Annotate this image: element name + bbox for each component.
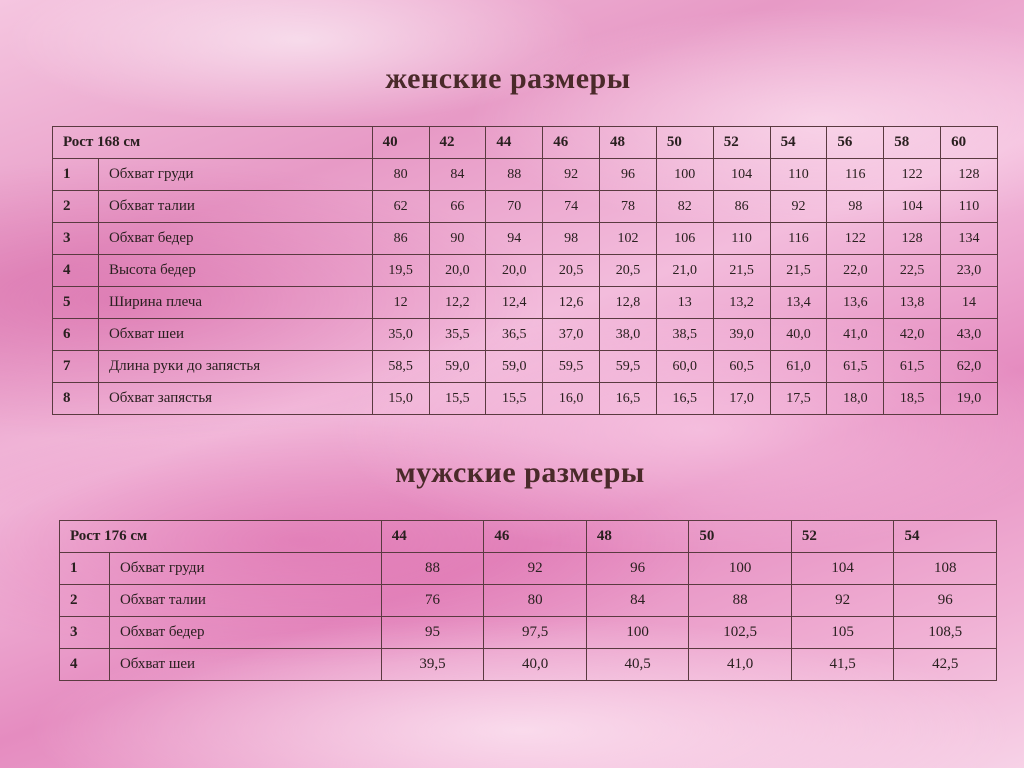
size-header: 54: [894, 521, 997, 553]
measurement-value: 42,0: [884, 319, 941, 351]
measurement-value: 74: [543, 191, 600, 223]
measurement-value: 94: [486, 223, 543, 255]
measurement-value: 76: [381, 585, 484, 617]
size-header: 52: [791, 521, 894, 553]
size-header: 50: [689, 521, 792, 553]
measurement-name: Обхват бедер: [109, 617, 381, 649]
measurement-value: 15,0: [372, 383, 429, 415]
table-row: [60, 617, 997, 649]
measurement-value: 19,0: [941, 383, 998, 415]
measurement-name: Обхват шеи: [98, 319, 372, 351]
measurement-value: 92: [484, 553, 587, 585]
measurement-value: 90: [429, 223, 486, 255]
measurement-value: 12,4: [486, 287, 543, 319]
measurement-value: 100: [656, 159, 713, 191]
size-header: 46: [543, 127, 600, 159]
measurement-value: 128: [941, 159, 998, 191]
height-label: Рост 176 см: [60, 521, 382, 553]
size-header: 46: [484, 521, 587, 553]
table-row: [60, 553, 997, 585]
measurement-value: 62: [372, 191, 429, 223]
measurement-value: 16,5: [600, 383, 657, 415]
table-row: [60, 649, 997, 681]
measurement-name: Высота бедер: [98, 255, 372, 287]
measurement-value: 13: [656, 287, 713, 319]
height-label: Рост 168 см: [53, 127, 373, 159]
table-row: [53, 255, 998, 287]
measurement-value: 110: [941, 191, 998, 223]
measurement-value: 122: [827, 223, 884, 255]
measurement-value: 108,5: [894, 617, 997, 649]
size-header: 54: [770, 127, 827, 159]
measurement-value: 104: [884, 191, 941, 223]
measurement-value: 13,4: [770, 287, 827, 319]
measurement-value: 12,8: [600, 287, 657, 319]
measurement-value: 40,0: [770, 319, 827, 351]
measurement-value: 12: [372, 287, 429, 319]
size-header: 44: [486, 127, 543, 159]
measurement-name: Обхват груди: [98, 159, 372, 191]
measurement-value: 39,5: [381, 649, 484, 681]
measurement-value: 14: [941, 287, 998, 319]
row-number: 3: [60, 617, 110, 649]
measurement-value: 16,0: [543, 383, 600, 415]
measurement-value: 35,5: [429, 319, 486, 351]
table-row: [60, 585, 997, 617]
measurement-value: 134: [941, 223, 998, 255]
measurement-value: 18,5: [884, 383, 941, 415]
measurement-value: 88: [381, 553, 484, 585]
measurement-value: 18,0: [827, 383, 884, 415]
measurement-value: 61,0: [770, 351, 827, 383]
measurement-value: 22,5: [884, 255, 941, 287]
measurement-value: 80: [372, 159, 429, 191]
measurement-name: Обхват запястья: [98, 383, 372, 415]
measurement-value: 60,0: [656, 351, 713, 383]
measurement-value: 12,2: [429, 287, 486, 319]
measurement-value: 20,0: [429, 255, 486, 287]
measurement-value: 38,5: [656, 319, 713, 351]
measurement-value: 17,0: [713, 383, 770, 415]
measurement-value: 110: [770, 159, 827, 191]
measurement-value: 92: [770, 191, 827, 223]
measurement-name: Обхват талии: [109, 585, 381, 617]
measurement-value: 106: [656, 223, 713, 255]
measurement-value: 108: [894, 553, 997, 585]
measurement-value: 41,0: [689, 649, 792, 681]
men-size-table: [59, 520, 997, 681]
measurement-value: 41,0: [827, 319, 884, 351]
women-size-table: [52, 126, 998, 415]
measurement-value: 100: [586, 617, 689, 649]
measurement-value: 86: [713, 191, 770, 223]
measurement-value: 88: [689, 585, 792, 617]
measurement-value: 80: [484, 585, 587, 617]
measurement-value: 13,2: [713, 287, 770, 319]
table-row: [53, 383, 998, 415]
measurement-value: 39,0: [713, 319, 770, 351]
row-number: 4: [53, 255, 99, 287]
row-number: 1: [53, 159, 99, 191]
measurement-name: Обхват бедер: [98, 223, 372, 255]
measurement-value: 36,5: [486, 319, 543, 351]
women-sizes-title: женские размеры: [385, 62, 631, 95]
table-row: [53, 351, 998, 383]
measurement-value: 38,0: [600, 319, 657, 351]
table-header-row: [60, 521, 997, 553]
measurement-value: 128: [884, 223, 941, 255]
table-row: [53, 191, 998, 223]
measurement-value: 59,0: [429, 351, 486, 383]
measurement-value: 15,5: [486, 383, 543, 415]
measurement-value: 96: [600, 159, 657, 191]
measurement-value: 84: [429, 159, 486, 191]
measurement-value: 60,5: [713, 351, 770, 383]
measurement-value: 59,0: [486, 351, 543, 383]
table-row: [53, 223, 998, 255]
row-number: 5: [53, 287, 99, 319]
measurement-value: 13,6: [827, 287, 884, 319]
measurement-value: 96: [894, 585, 997, 617]
measurement-value: 17,5: [770, 383, 827, 415]
measurement-value: 84: [586, 585, 689, 617]
measurement-value: 61,5: [827, 351, 884, 383]
measurement-value: 19,5: [372, 255, 429, 287]
measurement-value: 104: [791, 553, 894, 585]
measurement-value: 62,0: [941, 351, 998, 383]
measurement-value: 105: [791, 617, 894, 649]
measurement-value: 41,5: [791, 649, 894, 681]
measurement-value: 21,5: [713, 255, 770, 287]
measurement-name: Обхват груди: [109, 553, 381, 585]
measurement-value: 35,0: [372, 319, 429, 351]
measurement-value: 20,5: [543, 255, 600, 287]
measurement-value: 59,5: [543, 351, 600, 383]
measurement-name: Длина руки до запястья: [98, 351, 372, 383]
measurement-value: 96: [586, 553, 689, 585]
measurement-value: 116: [827, 159, 884, 191]
measurement-value: 95: [381, 617, 484, 649]
measurement-value: 20,5: [600, 255, 657, 287]
measurement-value: 97,5: [484, 617, 587, 649]
table-header-row: [53, 127, 998, 159]
measurement-value: 58,5: [372, 351, 429, 383]
size-header: 60: [941, 127, 998, 159]
measurement-value: 78: [600, 191, 657, 223]
men-sizes-title: мужские размеры: [395, 456, 645, 489]
measurement-name: Обхват талии: [98, 191, 372, 223]
measurement-value: 15,5: [429, 383, 486, 415]
row-number: 7: [53, 351, 99, 383]
measurement-name: Обхват шеи: [109, 649, 381, 681]
measurement-value: 98: [543, 223, 600, 255]
measurement-value: 102: [600, 223, 657, 255]
table-row: [53, 319, 998, 351]
measurement-value: 42,5: [894, 649, 997, 681]
measurement-value: 88: [486, 159, 543, 191]
row-number: 2: [53, 191, 99, 223]
measurement-value: 40,5: [586, 649, 689, 681]
measurement-value: 92: [543, 159, 600, 191]
row-number: 3: [53, 223, 99, 255]
measurement-value: 86: [372, 223, 429, 255]
size-header: 42: [429, 127, 486, 159]
measurement-value: 12,6: [543, 287, 600, 319]
measurement-value: 122: [884, 159, 941, 191]
measurement-value: 104: [713, 159, 770, 191]
measurement-value: 43,0: [941, 319, 998, 351]
table-row: [53, 159, 998, 191]
measurement-value: 13,8: [884, 287, 941, 319]
size-header: 52: [713, 127, 770, 159]
row-number: 6: [53, 319, 99, 351]
size-header: 40: [372, 127, 429, 159]
row-number: 8: [53, 383, 99, 415]
row-number: 1: [60, 553, 110, 585]
row-number: 2: [60, 585, 110, 617]
size-header: 44: [381, 521, 484, 553]
size-header: 48: [600, 127, 657, 159]
measurement-value: 66: [429, 191, 486, 223]
measurement-value: 102,5: [689, 617, 792, 649]
measurement-value: 110: [713, 223, 770, 255]
measurement-value: 61,5: [884, 351, 941, 383]
measurement-value: 92: [791, 585, 894, 617]
measurement-value: 21,0: [656, 255, 713, 287]
table-row: [53, 287, 998, 319]
measurement-value: 100: [689, 553, 792, 585]
measurement-value: 70: [486, 191, 543, 223]
measurement-value: 82: [656, 191, 713, 223]
measurement-value: 98: [827, 191, 884, 223]
measurement-value: 22,0: [827, 255, 884, 287]
size-header: 50: [656, 127, 713, 159]
measurement-value: 40,0: [484, 649, 587, 681]
measurement-name: Ширина плеча: [98, 287, 372, 319]
size-header: 56: [827, 127, 884, 159]
measurement-value: 21,5: [770, 255, 827, 287]
measurement-value: 116: [770, 223, 827, 255]
row-number: 4: [60, 649, 110, 681]
measurement-value: 59,5: [600, 351, 657, 383]
measurement-value: 37,0: [543, 319, 600, 351]
measurement-value: 20,0: [486, 255, 543, 287]
size-header: 48: [586, 521, 689, 553]
size-header: 58: [884, 127, 941, 159]
measurement-value: 23,0: [941, 255, 998, 287]
measurement-value: 16,5: [656, 383, 713, 415]
